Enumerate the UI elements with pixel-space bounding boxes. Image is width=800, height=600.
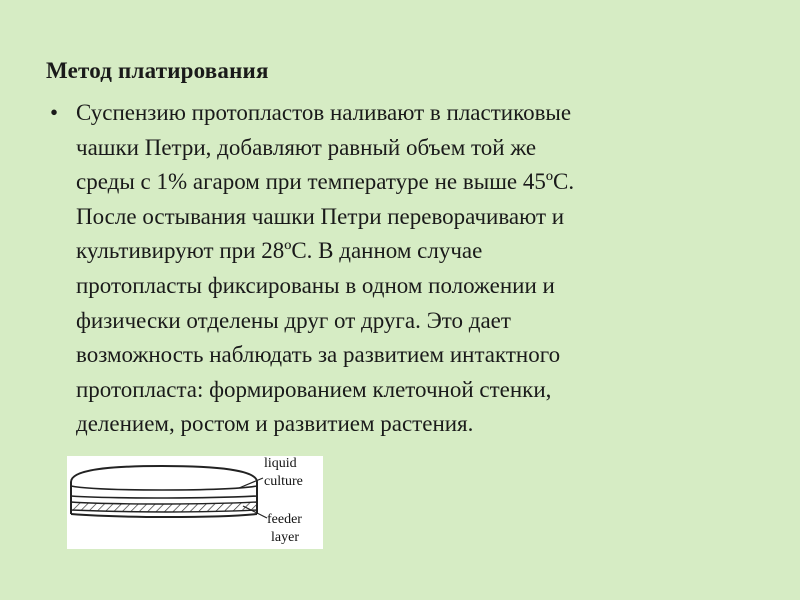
label-liquid: liquid	[264, 456, 297, 471]
bullet-text: Суспензию протопластов наливают в пластиковые чашки Петри, добавляют равный объем той же среды с 1% агаром при температуре не выше 45ºC. После остывания чашки Петри переворачивают и культивируют при 28ºC. В данном случае протопласты фиксированы в одном положении и физически отделены друг от друга. Это дает возможность наблюдать за развитием интактного протопласта: формированием клеточной стенки, делением, ростом и развитием растения.	[76, 100, 575, 437]
petri-dish-figure	[67, 456, 323, 549]
bullet-item	[50, 96, 710, 442]
bullet-marker: •	[50, 100, 59, 125]
label-culture: culture	[264, 474, 303, 489]
label-feeder: feeder	[267, 512, 302, 527]
label-layer: layer	[271, 530, 299, 545]
slide-title: Метод платирования	[46, 58, 269, 83]
